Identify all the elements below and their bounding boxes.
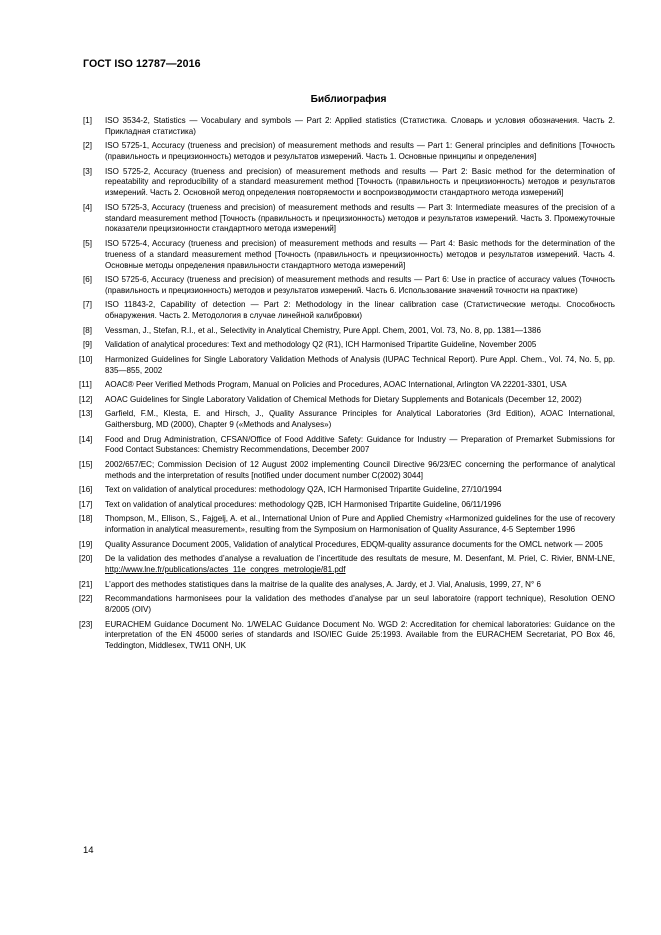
reference-item <box>79 485 615 496</box>
reference-item <box>83 203 615 235</box>
reference-text: Garfield, F.M., Klesta, E. and Hirsch, J., Quality Assurance Principles for Analytical Laboratories (3rd Edition), AOAC International, Gaithersburg, MD (2000), Chapter 9 («Methods and Analyses») <box>105 409 615 430</box>
reference-item <box>83 300 615 322</box>
reference-text: Validation of analytical procedures: Text and methodology Q2 (R1), ICH Harmonised Tripartite Guideline, November 2005 <box>105 340 537 350</box>
reference-number: [14] <box>79 434 93 444</box>
reference-number: [13] <box>79 409 93 419</box>
reference-text: L’apport des methodes statistiques dans la maitrise de la qualite des analyses, A. Jardy, et J. Vial, Analusis, 1999, 27, N° 6 <box>105 579 541 589</box>
reference-text: ISO 3534-2, Statistics — Vocabulary and symbols — Part 2: Applied statistics (Статистика. Словарь и условия обозначения. Часть 2. Прикладная статистика) <box>105 116 615 136</box>
reference-text: Text on validation of analytical procedures: methodology Q2A, ICH Harmonised Tripartite Guideline, 27/10/1994 <box>105 485 502 495</box>
reference-item <box>79 554 615 576</box>
reference-number: [19] <box>79 539 93 549</box>
reference-number: [15] <box>79 460 93 470</box>
reference-text: 2002/657/EC; Commission Decision of 12 August 2002 implementing Council Directive 96/23/EC concerning the performance of analytical methods and the interpretation of results [notified under document number C(2002) 3044] <box>105 460 615 480</box>
reference-text-body: De la validation des methodes d’analyse a revaluation de l’incertitude des resultats de mesure, M. Desenfant, M. Priel, C. Rivier, BNM-LNE, <box>105 554 615 564</box>
reference-text: ISO 5725-1, Accuracy (trueness and precision) of measurement methods and results — Part 1: General principles and definitions [Точность (правильность и прецизионность) методов и результатов измерений. Часть 1. Основные принципы и определения] <box>105 141 615 162</box>
reference-number: [3] <box>83 166 92 176</box>
reference-item <box>83 116 615 138</box>
reference-item <box>83 275 615 297</box>
reference-text: ISO 11843-2, Capability of detection — Part 2: Methodology in the linear calibration case (Статистические методы. Способность обнаружения. Часть 2. Методология в случае линейной калибровки) <box>105 300 615 321</box>
reference-item <box>83 326 615 337</box>
reference-item <box>83 340 615 351</box>
reference-text: Recommandations harmonisees pour la validation des methodes d’analyse par un seul laboratoire (rapport technique), Resolution OENO 8/2005 (OIV) <box>105 594 615 615</box>
reference-number: [18] <box>79 514 93 524</box>
reference-number: [12] <box>79 394 93 404</box>
reference-item <box>83 141 615 163</box>
reference-text: ISO 5725-4, Accuracy (trueness and precision) of measurement methods and results — Part 4: Basic methods for the determination of the trueness of a standard measurement method [Точность (правильность и прецизионность) методов и результатов измерений. Часть 4. Основные методы определения правильности стандартного метода измерений] <box>105 238 615 270</box>
reference-item <box>79 434 615 457</box>
reference-item <box>79 579 615 591</box>
reference-number: [5] <box>83 238 92 248</box>
reference-item <box>79 514 615 536</box>
reference-text: Harmonized Guidelines for Single Laboratory Validation Methods of Analysis (IUPAC Technical Report). Pure Appl. Chem., Vol. 74, No. 5, pp. 835—855, 2002 <box>105 354 615 375</box>
reference-number: [11] <box>79 380 92 390</box>
reference-item <box>83 167 615 199</box>
reference-text: EURACHEM Guidance Document No. 1/WELAC Guidance Document No. WGD 2: Accreditation for chemical laboratories: Guidance on the interpretation of the EN 45000 series of standards and ISO/IEC Guide 25:1993. Available from the EURACHEM Secretariat, PO Box 46, Teddington, Middlesex, TW11 ONH, UK <box>105 619 615 651</box>
reference-number: [10] <box>79 354 93 364</box>
reference-text: ISO 5725-2, Accuracy (trueness and precision) of measurement methods and results — Part 2: Basic method for the determination of repeatability and reproducibility of a standard measurement method [Точность (правильность и прецизионность) методов и результатов измерений. Часть 2. Основной метод определения повторяемости и воспроизводимости стандартного метода измерений] <box>105 166 615 198</box>
reference-number: [9] <box>83 340 92 350</box>
reference-item <box>83 239 615 271</box>
reference-text: Quality Assurance Document 2005, Validation of analytical Procedures, EDQM-quality assurance documents for the OMCL network — 2005 <box>105 539 603 549</box>
reference-number: [17] <box>79 499 93 509</box>
bibliography-list <box>79 116 615 656</box>
reference-number: [7] <box>83 300 92 310</box>
reference-item <box>79 380 615 391</box>
reference-number: [16] <box>79 485 93 495</box>
reference-item <box>79 394 615 406</box>
reference-text: Food and Drug Administration, CFSAN/Office of Food Additive Safety: Guidance for Industry — Preparation of Premarket Submissions for Food Contact Substances: Chemistry Recommendations, December 2007 <box>105 434 615 455</box>
reference-text: Thompson, M., Ellison, S., Fajgelj, A. et al., International Union of Pure and Applied Chemistry «Harmonized guidelines for the use of recovery information in analytical measurement», resulting from the Symposium on Harmonisation of Quality Assurance, 4-5 September 1996 <box>105 514 615 535</box>
reference-number: [21] <box>79 579 93 589</box>
reference-item <box>79 539 615 551</box>
reference-text: ISO 5725-6, Accuracy (trueness and precision) of measurement methods and results — Part 6: Use in practice of accuracy values (Точность (правильность и прецизионность) методов и результатов измерений. Часть 6. Использование значений точности на практике) <box>105 275 615 295</box>
reference-item <box>79 409 615 431</box>
reference-number: [6] <box>83 275 92 285</box>
page-number: 14 <box>83 845 94 856</box>
reference-item <box>79 594 615 616</box>
reference-number: [22] <box>79 594 93 604</box>
reference-number: [8] <box>83 325 92 335</box>
reference-number: [2] <box>83 141 92 151</box>
reference-text: ISO 5725-3, Accuracy (trueness and precision) of measurement methods and results — Part 3: Intermediate measures of the precision of a standard measurement method [Точность (правильность и прецизионность) методов и результатов измерений. Часть 3. Промежуточные показатели прецизионности стандартного метода измерений] <box>105 202 615 234</box>
reference-number: [1] <box>83 116 92 125</box>
reference-text <box>105 554 615 576</box>
reference-item <box>79 354 615 377</box>
reference-number: [4] <box>83 202 92 212</box>
section-title: Библиография <box>310 94 387 105</box>
reference-number: [23] <box>79 619 93 629</box>
reference-text: AOAC® Peer Verified Methods Program, Manual on Policies and Procedures, AOAC International, Arlington VA 22201-3301, USA <box>105 380 567 390</box>
reference-item <box>79 499 615 511</box>
reference-item <box>79 460 615 482</box>
reference-number: [20] <box>79 554 93 564</box>
reference-text: AOAC Guidelines for Single Laboratory Validation of Chemical Methods for Dietary Supplements and Botanicals (December 12, 2002) <box>105 394 582 404</box>
reference-text: Vessman, J., Stefan, R.I., et al., Selectivity in Analytical Chemistry, Pure Appl. Chem, 2001, Vol. 73, No. 8, pp. 1381—1386 <box>105 325 541 335</box>
reference-link[interactable]: http://www.lne.fr/publications/actes_11e_congres_metrologie/81.pdf <box>105 565 346 575</box>
reference-text: Text on validation of analytical procedures: methodology Q2B, ICH Harmonised Tripartite Guideline, 06/11/1996 <box>105 499 502 509</box>
document-header: ГОСТ ISO 12787—2016 <box>83 58 201 70</box>
reference-item <box>79 619 615 652</box>
